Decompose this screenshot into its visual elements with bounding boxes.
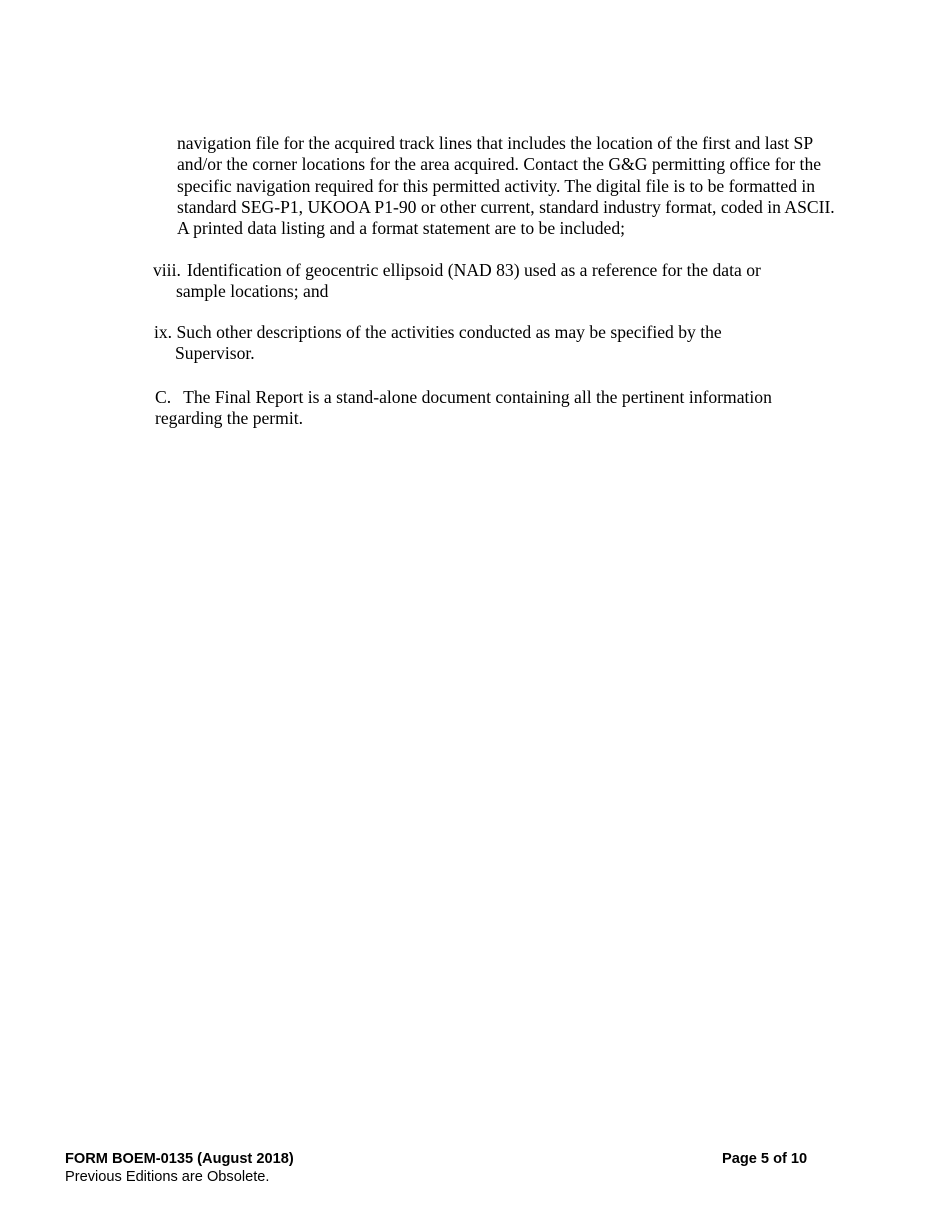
footer-page-number: Page 5 of 10: [722, 1151, 808, 1167]
list-item-text: Identification of geocentric ellipsoid (NAD 83) used as a reference for the data or: [186, 260, 761, 280]
list-item-text-continued: sample locations; and: [176, 281, 329, 302]
paragraph-line: specific navigation required for this permitted activity. The digital file is to be formatted in: [177, 175, 816, 196]
list-item-viii: [153, 260, 761, 303]
paragraph-line: navigation file for the acquired track lines that includes the location of the first and last SP: [177, 133, 814, 153]
list-item-ix: [154, 322, 722, 365]
list-item-number: viii.: [153, 260, 181, 280]
footer-form-label: FORM BOEM-0135 (August 2018): [65, 1151, 294, 1167]
paragraph-line: A printed data listing and a format statement are to be included;: [177, 218, 626, 239]
section-c-paragraph: [155, 387, 772, 430]
footer-editions-note: Previous Editions are Obsolete.: [65, 1169, 270, 1185]
list-item-text: Such other descriptions of the activities conducted as may be specified by the: [176, 322, 722, 342]
section-letter: C.: [155, 387, 172, 407]
navigation-file-paragraph: [177, 133, 835, 239]
section-text-continued: regarding the permit.: [155, 408, 304, 429]
paragraph-line: standard SEG-P1, UKOOA P1-90 or other current, standard industry format, coded in ASCII.: [177, 196, 835, 217]
list-item-text-continued: Supervisor.: [175, 343, 255, 364]
paragraph-line: and/or the corner locations for the area acquired. Contact the G&G permitting office for the: [177, 154, 822, 175]
section-text: The Final Report is a stand-alone document containing all the pertinent information: [183, 387, 772, 407]
list-item-number: ix.: [154, 322, 173, 342]
